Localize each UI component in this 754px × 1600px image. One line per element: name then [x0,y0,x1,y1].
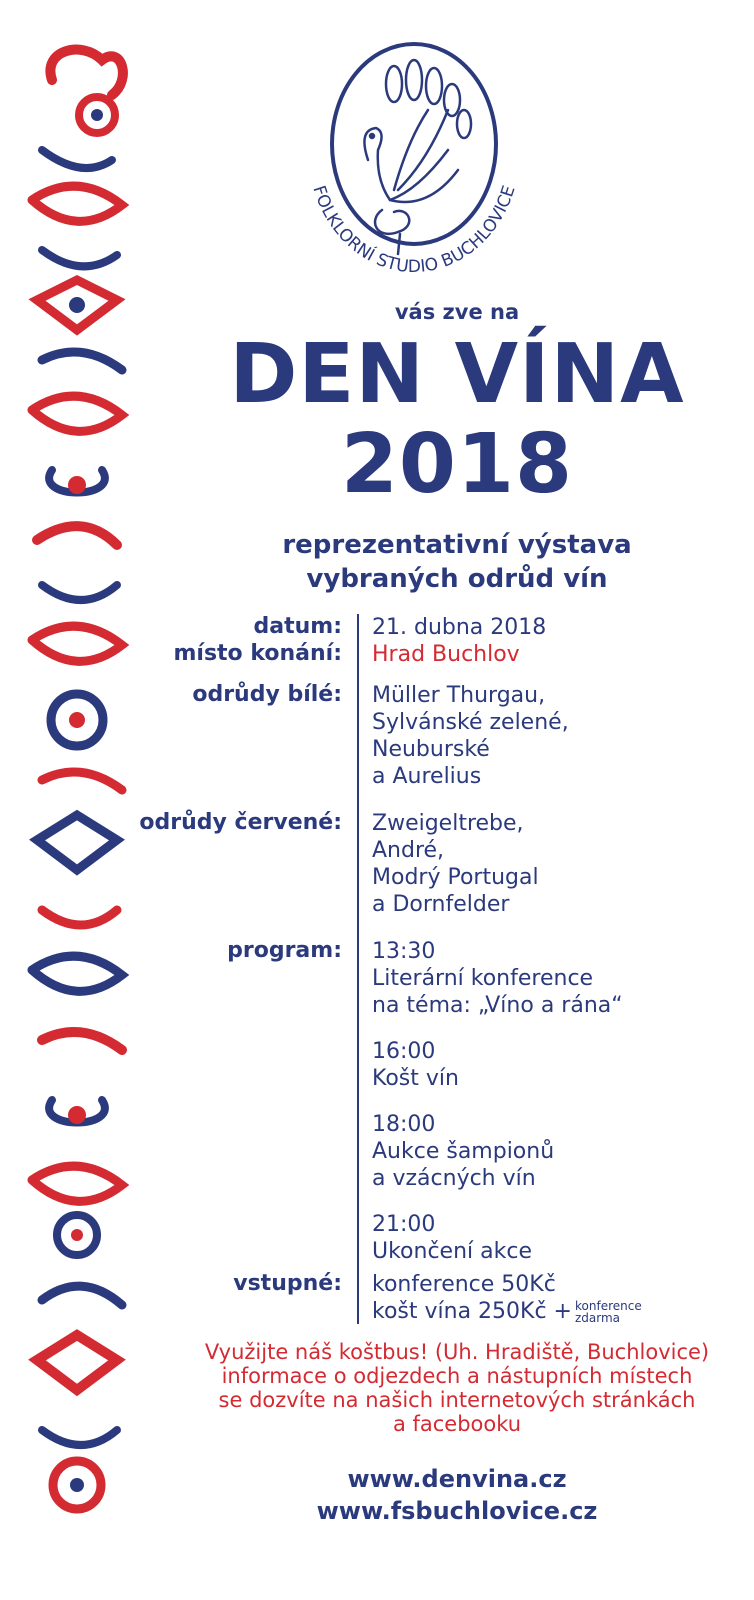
event-subtitle [160,528,754,596]
program-row [0,938,754,1265]
event-year: 2018 [340,417,574,512]
program-time: 13:30 [372,939,436,964]
red-wine-item: Modrý Portugal [372,865,539,890]
program-item [0,938,754,1019]
subtitle-line: reprezentativní výstava [282,530,632,560]
date-row [0,614,754,641]
red-wines-row [0,810,754,918]
notice-line: a facebooku [392,1412,522,1436]
invite-text: vás zve na [394,300,520,324]
event-title: DEN VÍNA [229,327,685,422]
program-time: 18:00 [372,1112,436,1137]
peacock-icon [364,60,471,254]
red-wine-item: Zweigeltrebe, [372,811,524,836]
program-item [0,1038,754,1092]
fee-note-line: konference [575,1299,642,1313]
white-wine-item: a Aurelius [372,764,482,789]
fee-tasting-text: košt vína 250Kč + [372,1299,572,1324]
date-label: datum: [253,614,342,639]
program-item [0,1211,754,1265]
place-value: Hrad Buchlov [372,642,520,667]
website-links [160,1463,754,1527]
program-time: 21:00 [372,1212,436,1237]
white-wines-row [0,682,754,790]
white-wines-label: odrůdy bílé: [192,682,342,707]
program-text: Literární konference [372,966,594,991]
peacock-logo [298,40,530,308]
fee-label: vstupné: [233,1271,342,1296]
link-fsbuchlovice[interactable]: www.fsbuchlovice.cz [316,1497,598,1525]
fee-note-line: zdarma [575,1311,621,1325]
program-text: Aukce šampionů [372,1139,555,1164]
event-details [0,614,754,1325]
fee-note [575,1300,642,1324]
notice-line: Využijte náš koštbus! (Uh. Hradiště, Buchlovice) [204,1340,710,1364]
program-time: 16:00 [372,1039,436,1064]
white-wine-item: Sylvánské zelené, [372,710,569,735]
red-wine-item: a Dornfelder [372,892,510,917]
place-label: místo konání: [173,641,342,666]
link-denvina[interactable]: www.denvina.cz [347,1465,567,1493]
program-item [0,1111,754,1192]
subtitle-line: vybraných odrůd vín [306,564,608,594]
logo-ellipse [332,44,496,244]
white-wine-item: Müller Thurgau, [372,683,546,708]
fee-conference: konference 50Kč [372,1272,556,1297]
koštbus-notice [160,1340,754,1436]
place-row [0,641,754,668]
notice-line: informace o odjezdech a nástupních místech [221,1364,693,1388]
fee-row [0,1271,754,1325]
program-text: Košt vín [372,1066,459,1091]
program-label: program: [227,938,342,963]
program-text: a vzácných vín [372,1166,536,1191]
program-text: na téma: „Víno a rána“ [372,993,623,1018]
date-value: 21. dubna 2018 [372,615,547,640]
logo-text: FOLKLORNÍ STUDIO BUCHLOVICE [308,183,520,278]
white-wine-item: Neuburské [372,737,490,762]
program-text: Ukončení akce [372,1239,532,1264]
red-wines-label: odrůdy červené: [139,810,342,835]
notice-line: se dozvíte na našich internetových stránkách [218,1388,696,1412]
red-wine-item: André, [372,838,445,863]
fee-tasting [372,1298,754,1325]
